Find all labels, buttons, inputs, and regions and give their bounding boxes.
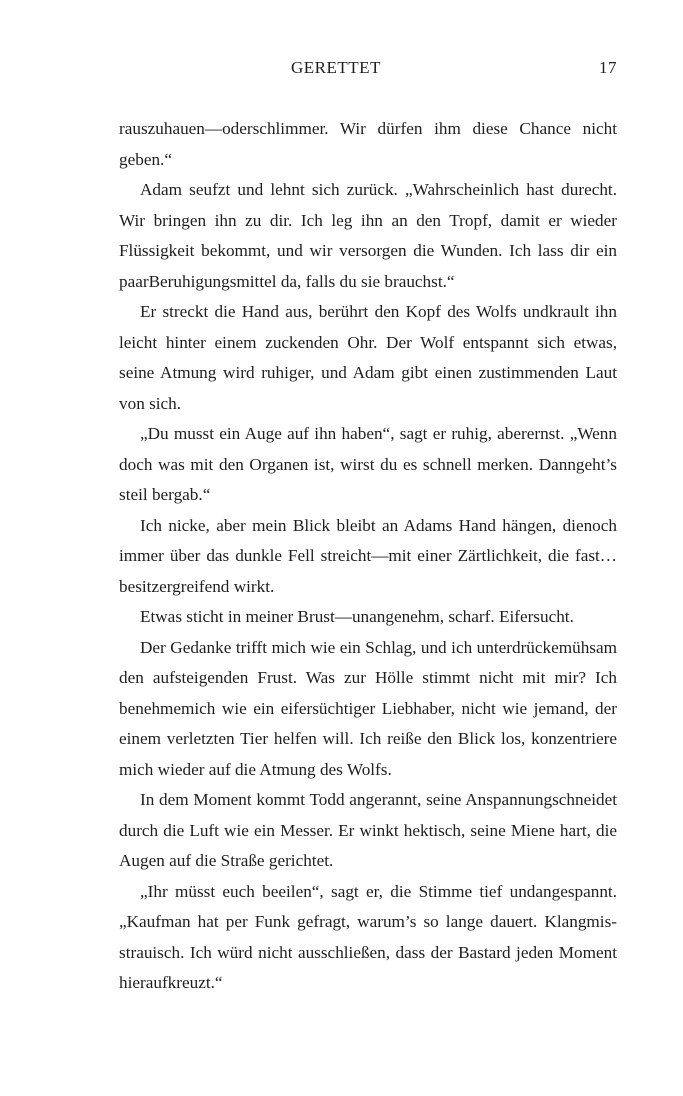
paragraph: Adam seufzt und lehnt sich zurück. „Wahrscheinlich hast durecht. Wir bringen ihn zu dir. Ich leg ihn an den Tropf, damit er wieder Flüssigkeit bekommt, und wir versorgen die Wunden. Ich lass dir ein paarBeruhigungsmittel da, falls du sie brauchst.“	[119, 180, 617, 291]
paragraph: In dem Moment kommt Todd angerannt, seine Anspannungschneidet durch die Luft wie ein Messer. Er winkt hektisch, seine Miene hart, die Augen auf die Straße gerichtet.	[119, 790, 617, 870]
paragraph: Der Gedanke trifft mich wie ein Schlag, und ich unterdrückemühsam den aufsteigenden Frust. Was zur Hölle stimmt nicht mit mir? Ich benehmemich wie ein eifersüchtiger Liebhaber, nicht wie jemand, der einem verletzten Tier helfen will. Ich reiße den Blick los, konzentriere mich wieder auf die Atmung des Wolfs.	[119, 637, 617, 779]
page-number: 17	[599, 58, 617, 77]
paragraph: rauszuhauen—oderschlimmer. Wir dürfen ihm diese Chance nicht geben.“	[119, 119, 617, 169]
paragraph: „Du musst ein Auge auf ihn haben“, sagt er ruhig, aberernst. „Wenn doch was mit den Organen ist, wirst du es schnell merken. Danngeht’s steil bergab.“	[119, 424, 617, 504]
paragraph: „Ihr müsst euch beeilen“, sagt er, die Stimme tief undangespannt. „Kaufman hat per Funk gefragt, warum’s so lange dauert. Klangmisstrauisch. Ich würd nicht ausschließen, dass der Bastard jeden Moment hieraufkreuzt.“	[119, 881, 617, 992]
running-head	[119, 58, 617, 84]
paragraph: Er streckt die Hand aus, berührt den Kopf des Wolfs undkrault ihn leicht hinter einem zuckenden Ohr. Der Wolf entspannt sich etwas, seine Atmung wird ruhiger, und Adam gibt einen zustimmenden Laut von sich.	[119, 302, 617, 413]
paragraph: Etwas sticht in meiner Brust—unangenehm, scharf. Eifersucht.	[140, 607, 574, 626]
chapter-title: GERETTET	[291, 58, 381, 77]
paragraph: Ich nicke, aber mein Blick bleibt an Adams Hand hängen, dienoch immer über das dunkle Fell streicht—mit einer Zärtlichkeit, die fast…besitzergreifend wirkt.	[119, 515, 617, 596]
body-text	[119, 114, 617, 999]
